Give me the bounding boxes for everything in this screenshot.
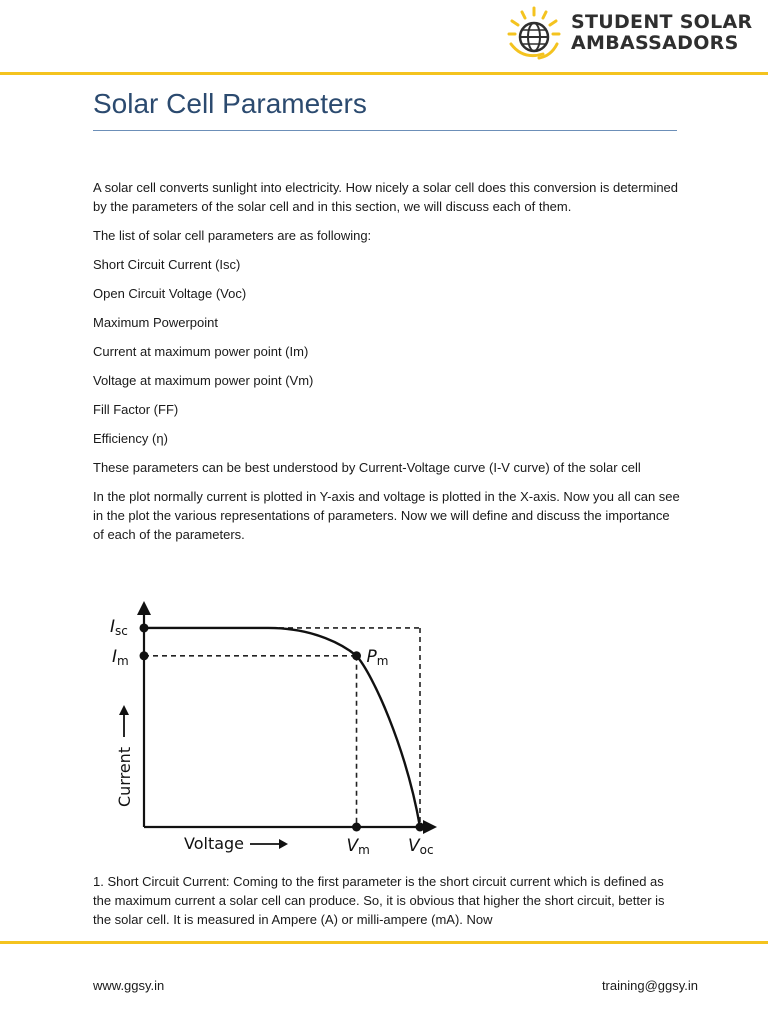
list-item: Open Circuit Voltage (Voc): [93, 286, 247, 301]
footer-email[interactable]: training@ggsy.in: [601, 978, 698, 993]
pm-label-sub: m: [376, 653, 389, 668]
section-short-circuit: [93, 872, 683, 929]
current-arrow-head: [119, 705, 129, 715]
isc-label-sub: sc: [115, 623, 128, 638]
body-text: [93, 178, 683, 554]
vm-point: [352, 823, 361, 832]
isc-label: [110, 617, 128, 638]
isc-point: [140, 623, 149, 632]
y-axis-arrow: [137, 601, 151, 615]
paragraph-plot-explanation: In the plot normally current is plotted in Y-axis and voltage is plotted in the X-axis. Now you all can see in the plot the various representations of parameters. Now we will define and discuss the importance of each of the parameters.: [93, 489, 680, 542]
voc-point: [416, 823, 425, 832]
list-item: Fill Factor (FF): [93, 402, 179, 417]
list-item: Voltage at maximum power point (Vm): [93, 373, 314, 388]
im-label-sub: m: [117, 653, 129, 668]
pm-label-main: P: [366, 646, 377, 667]
paragraph-list-intro: The list of solar cell parameters are as following:: [93, 228, 372, 243]
current-axis-label: Current: [115, 746, 134, 807]
im-label-main: I: [112, 646, 118, 667]
voltage-axis-label: Voltage: [184, 834, 245, 853]
paragraph-intro: A solar cell converts sunlight into electricity. How nicely a solar cell does this conversion is determined by the parameters of the solar cell and in this section, we will discuss each of them.: [93, 180, 679, 214]
pm-label: [367, 647, 389, 668]
title-underline: [93, 130, 677, 131]
vm-label-sub: m: [358, 843, 370, 857]
list-item: Current at maximum power point (Im): [93, 344, 309, 359]
brand-logo: [503, 4, 753, 62]
list-item: Efficiency (η): [93, 431, 168, 446]
im-point: [140, 651, 149, 660]
voltage-arrow-head: [279, 839, 288, 849]
list-item: Short Circuit Current (Isc): [93, 257, 241, 272]
x-axis-arrow: [423, 820, 437, 834]
iv-curve-diagram: [100, 595, 445, 865]
isc-label-main: I: [110, 616, 116, 637]
sun-globe-icon: [503, 4, 565, 62]
page-title: Solar Cell Parameters: [93, 88, 367, 119]
voc-label-main: V: [408, 836, 420, 856]
brand-line-1: STUDENT SOLAR: [571, 11, 753, 33]
voc-label: [408, 836, 434, 857]
brand-name: [571, 12, 752, 54]
paragraph-short-circuit: 1. Short Circuit Current: Coming to the first parameter is the short circuit current which is defined as the maximum current a solar cell can produce. So, it is obvious that higher the short circuit, better is the solar cell. It is measured in Ampere (A) or milli-ampere (mA). Now: [93, 874, 665, 927]
paragraph-iv-curve: These parameters can be best understood by Current-Voltage curve (I-V curve) of the solar cell: [93, 460, 641, 475]
vm-label: [347, 836, 370, 857]
list-item: Maximum Powerpoint: [93, 315, 218, 330]
header-divider: [0, 72, 768, 75]
im-label: [112, 647, 129, 668]
pm-point: [352, 651, 361, 660]
voc-label-sub: oc: [419, 843, 434, 857]
vm-label-main: V: [346, 836, 359, 856]
footer-website[interactable]: www.ggsy.in: [93, 978, 165, 993]
iv-curve-figure: [100, 595, 445, 865]
brand-line-2: AMBASSADORS: [571, 32, 739, 54]
footer-divider: [0, 941, 768, 944]
